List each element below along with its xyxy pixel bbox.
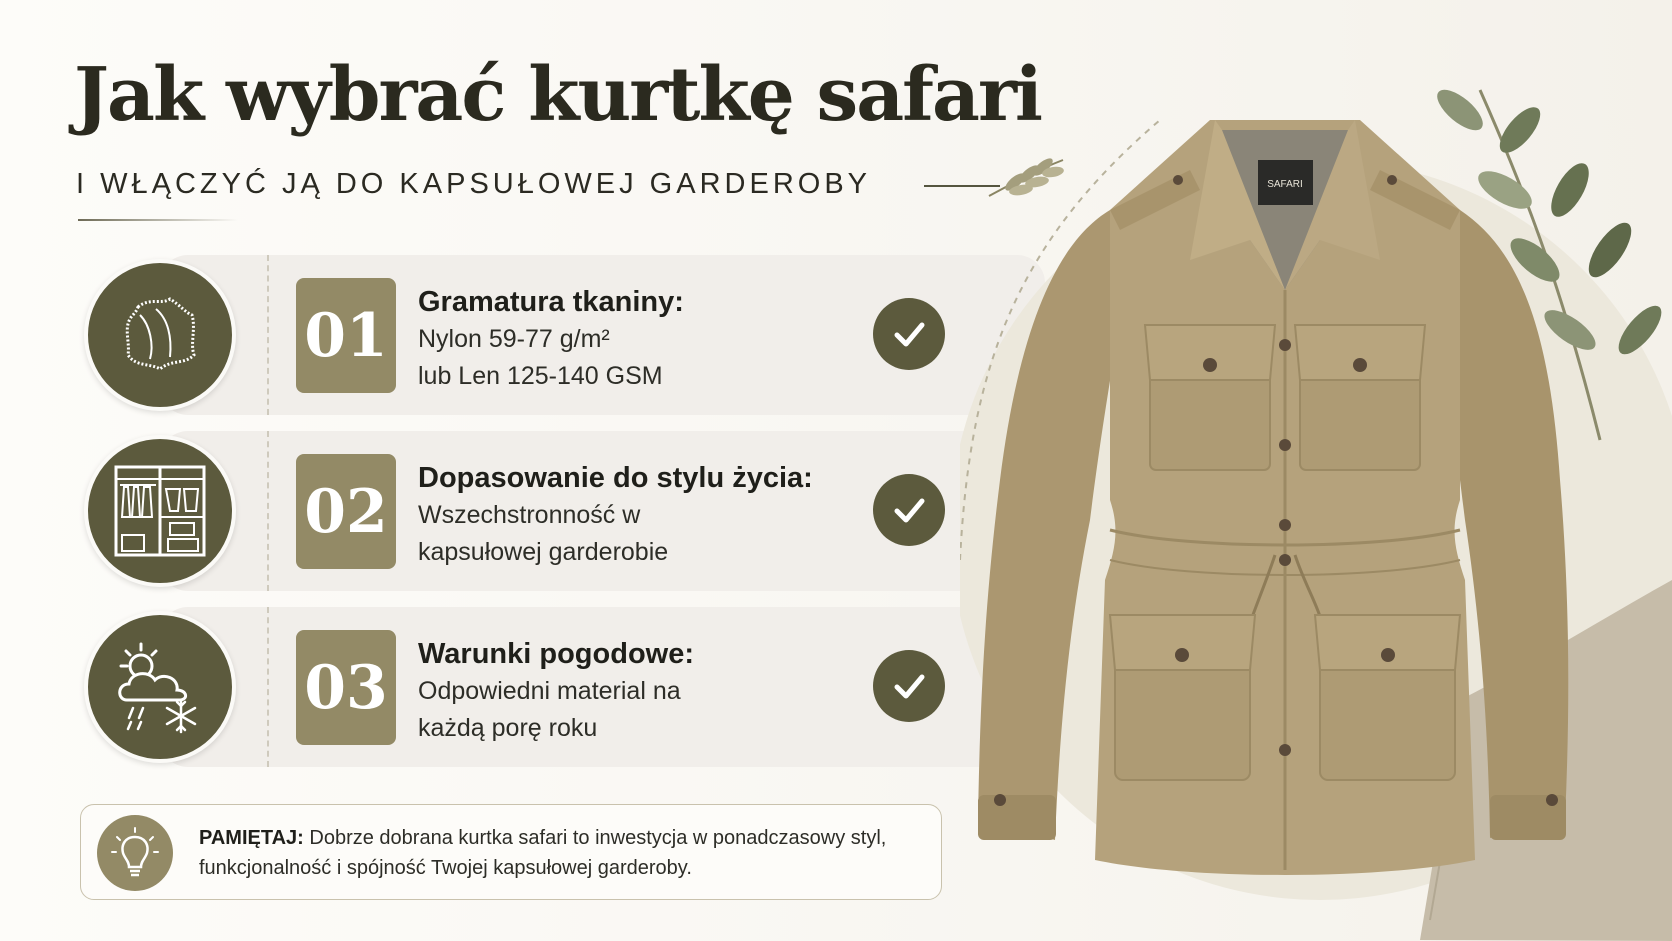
reminder-label: PAMIĘTAJ: bbox=[199, 827, 304, 849]
wardrobe-icon bbox=[84, 435, 236, 587]
step-number: 03 bbox=[296, 630, 396, 745]
row-line-1: Wszechstronność w bbox=[418, 501, 641, 529]
row-text bbox=[418, 283, 858, 395]
page-title: Jak wybrać kurtkę safari bbox=[74, 52, 1042, 138]
row-divider bbox=[267, 255, 269, 415]
reminder-line-1: Dobrze dobrana kurtka safari to inwestycja w ponadczasowy styl, bbox=[303, 827, 887, 849]
row-divider bbox=[267, 431, 269, 591]
row-text bbox=[418, 459, 858, 571]
step-number: 02 bbox=[296, 454, 396, 569]
row-line-2: kapsułowej garderobie bbox=[418, 538, 669, 566]
weather-icon bbox=[84, 611, 236, 763]
fabric-swatch-icon bbox=[84, 259, 236, 411]
row-heading: Gramatura tkaniny: bbox=[418, 286, 684, 318]
feature-row-2 bbox=[80, 431, 965, 591]
jacket-label: SAFARI bbox=[1267, 179, 1303, 190]
check-icon bbox=[873, 650, 945, 722]
check-icon bbox=[873, 474, 945, 546]
row-line-1: Nylon 59-77 g/m² bbox=[418, 325, 610, 353]
row-line-1: Odpowiedni material na bbox=[418, 677, 681, 705]
reminder-box bbox=[80, 804, 942, 900]
page-subtitle: I WŁĄCZYĆ JĄ DO KAPSUŁOWEJ GARDEROBY bbox=[76, 168, 871, 200]
jacket-illustration bbox=[960, 60, 1672, 941]
feature-row-1 bbox=[80, 255, 965, 415]
title-rule bbox=[78, 219, 238, 221]
lightbulb-icon bbox=[97, 815, 173, 891]
row-heading: Warunki pogodowe: bbox=[418, 638, 695, 670]
reminder-line-2: funkcjonalność i spójność Twojej kapsułowej garderoby. bbox=[199, 857, 692, 879]
row-divider bbox=[267, 607, 269, 767]
row-heading: Dopasowanie do stylu życia: bbox=[418, 462, 813, 494]
feature-row-3 bbox=[80, 607, 965, 767]
reminder-text bbox=[199, 823, 919, 883]
step-number: 01 bbox=[296, 278, 396, 393]
row-line-2: lub Len 125-140 GSM bbox=[418, 362, 663, 390]
row-line-2: każdą porę roku bbox=[418, 714, 598, 742]
check-icon bbox=[873, 298, 945, 370]
row-text bbox=[418, 635, 858, 747]
